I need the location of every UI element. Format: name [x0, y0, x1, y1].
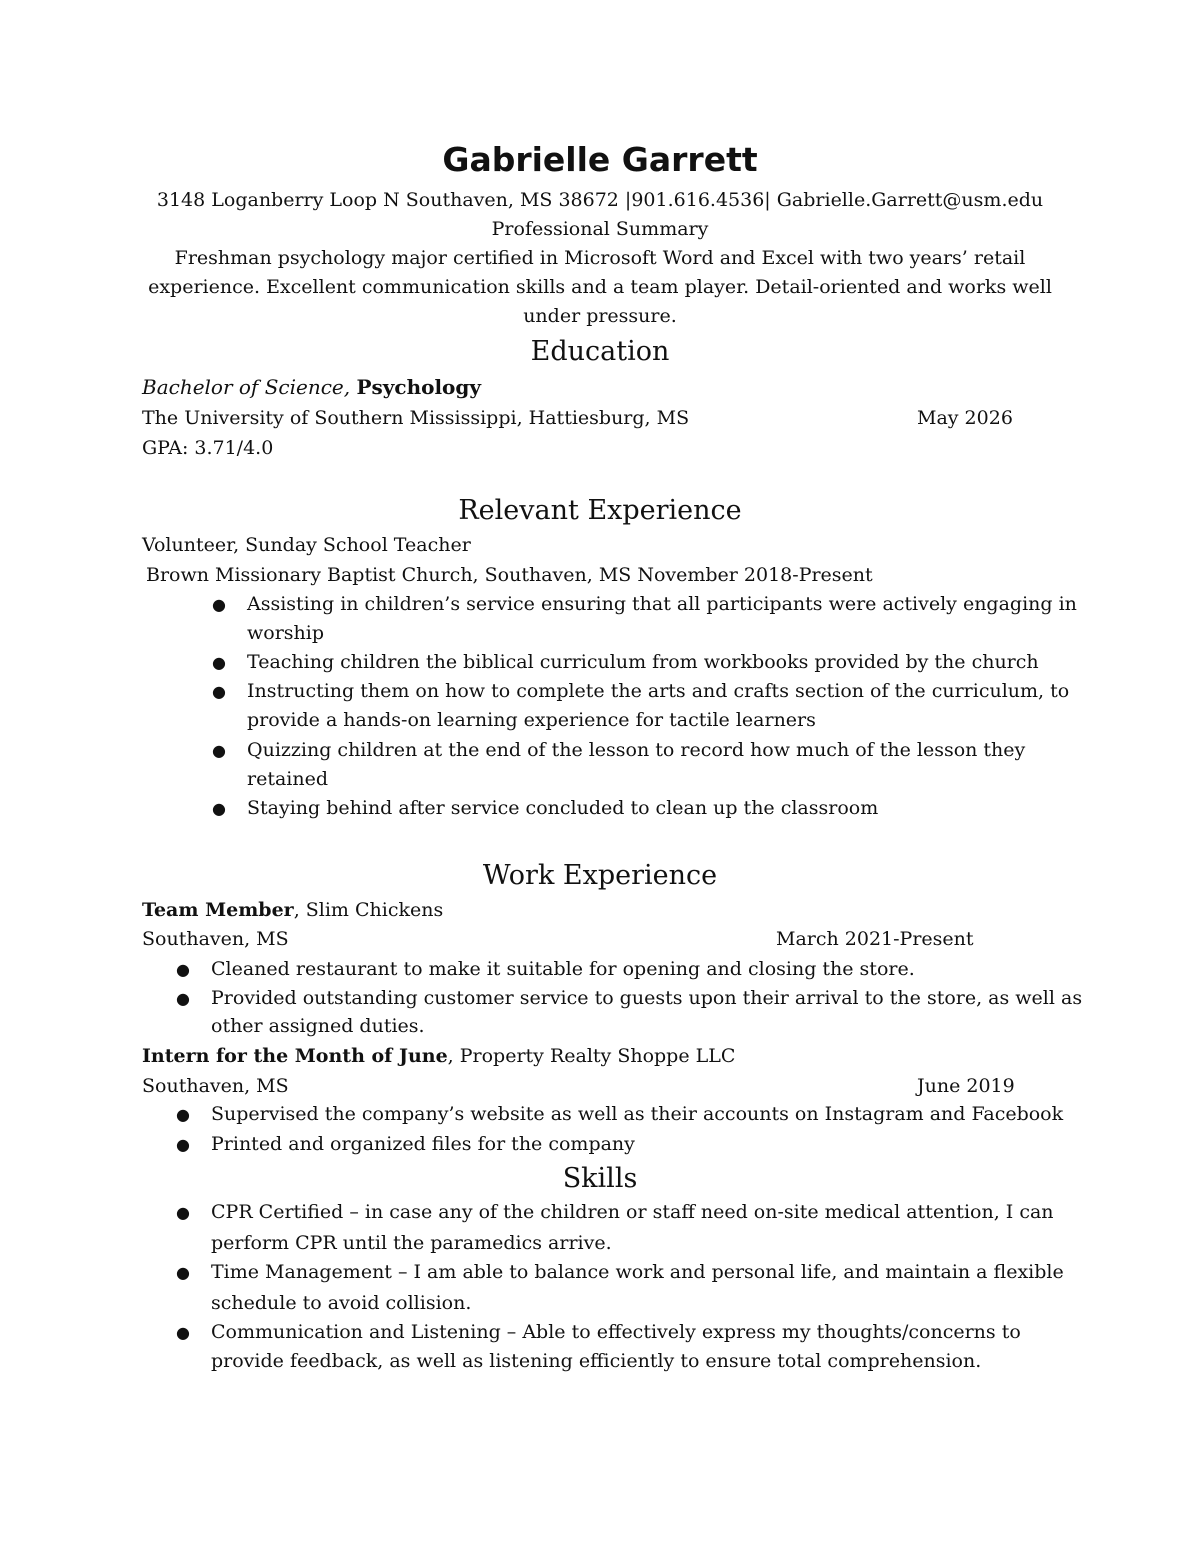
bullet-icon: ●: [176, 1323, 190, 1342]
education-heading: Education: [530, 336, 670, 367]
list-item-continued: retained: [247, 768, 329, 790]
bullet-icon: ●: [176, 1263, 190, 1282]
job-location: Southaven, MS: [142, 1075, 289, 1097]
bullet-icon: ●: [176, 1135, 190, 1154]
job-title: Team Member: [142, 899, 294, 921]
list-item-continued: schedule to avoid collision.: [211, 1292, 472, 1314]
job-title: Intern for the Month of June: [142, 1045, 448, 1067]
list-item-continued: other assigned duties.: [211, 1015, 425, 1037]
list-item: Staying behind after service concluded to clean up the classroom: [247, 797, 879, 819]
summary-line: experience. Excellent communication skills and a team player. Detail-oriented and works well: [148, 276, 1052, 298]
list-item: Teaching children the biblical curriculum from workbooks provided by the church: [247, 651, 1039, 673]
degree-line: [142, 373, 481, 402]
volunteer-org: Brown Missionary Baptist Church, Southaven, MS November 2018-Present: [146, 564, 873, 586]
job-company: , Property Realty Shoppe LLC: [447, 1045, 736, 1067]
work-experience-heading: Work Experience: [482, 860, 718, 891]
job-location: Southaven, MS: [142, 928, 289, 950]
list-item: Time Management – I am able to balance work and personal life, and maintain a flexible: [211, 1261, 1064, 1283]
bullet-icon: ●: [176, 1105, 190, 1124]
list-item: Provided outstanding customer service to guests upon their arrival to the store, as well as: [211, 987, 1083, 1009]
job-date: March 2021-Present: [776, 928, 974, 950]
degree-type: Bachelor of Science,: [142, 375, 351, 399]
summary-title: Professional Summary: [491, 218, 709, 240]
list-item: Instructing them on how to complete the arts and crafts section of the curriculum, to: [247, 680, 1070, 702]
bullet-icon: ●: [212, 741, 226, 760]
bullet-icon: ●: [176, 989, 190, 1008]
list-item-continued: provide feedback, as well as listening efficiently to ensure total comprehension.: [211, 1350, 982, 1372]
list-item: Cleaned restaurant to make it suitable for opening and closing the store.: [211, 958, 915, 980]
relevant-experience-heading: Relevant Experience: [458, 495, 742, 526]
summary-line: under pressure.: [523, 305, 677, 327]
job-title-line: [142, 1042, 735, 1071]
job-company: , Slim Chickens: [293, 899, 444, 921]
bullet-icon: ●: [176, 1203, 190, 1222]
list-item: Supervised the company’s website as well as their accounts on Instagram and Facebook: [211, 1103, 1064, 1125]
contact-info: 3148 Loganberry Loop N Southaven, MS 38672 |901.616.4536| Gabrielle.Garrett@usm.edu: [156, 189, 1044, 211]
job-date: June 2019: [917, 1075, 1015, 1097]
list-item: Communication and Listening – Able to effectively express my thoughts/concerns to: [211, 1321, 1021, 1343]
skills-heading: Skills: [562, 1163, 638, 1194]
bullet-icon: ●: [212, 799, 226, 818]
list-item-continued: worship: [247, 622, 325, 644]
job-title-line: [142, 896, 443, 925]
gpa: GPA: 3.71/4.0: [142, 437, 274, 459]
bullet-icon: ●: [212, 653, 226, 672]
volunteer-role: Volunteer, Sunday School Teacher: [142, 534, 471, 556]
bullet-icon: ●: [176, 960, 190, 979]
list-item-continued: provide a hands-on learning experience for tactile learners: [247, 709, 816, 731]
applicant-name: Gabrielle Garrett: [442, 140, 758, 179]
list-item: Assisting in children’s service ensuring that all participants were actively engaging in: [247, 593, 1077, 615]
bullet-icon: ●: [212, 682, 226, 701]
list-item: Quizzing children at the end of the lesson to record how much of the lesson they: [247, 739, 1026, 761]
graduation-date: May 2026: [917, 407, 1013, 429]
bullet-icon: ●: [212, 595, 226, 614]
school-name: The University of Southern Mississippi, Hattiesburg, MS: [142, 407, 690, 429]
degree-major: Psychology: [356, 375, 481, 399]
list-item: Printed and organized files for the company: [211, 1133, 635, 1155]
summary-line: Freshman psychology major certified in Microsoft Word and Excel with two years’ retail: [174, 247, 1026, 269]
list-item-continued: perform CPR until the paramedics arrive.: [211, 1232, 612, 1254]
list-item: CPR Certified – in case any of the children or staff need on-site medical attention, I can: [211, 1201, 1054, 1223]
